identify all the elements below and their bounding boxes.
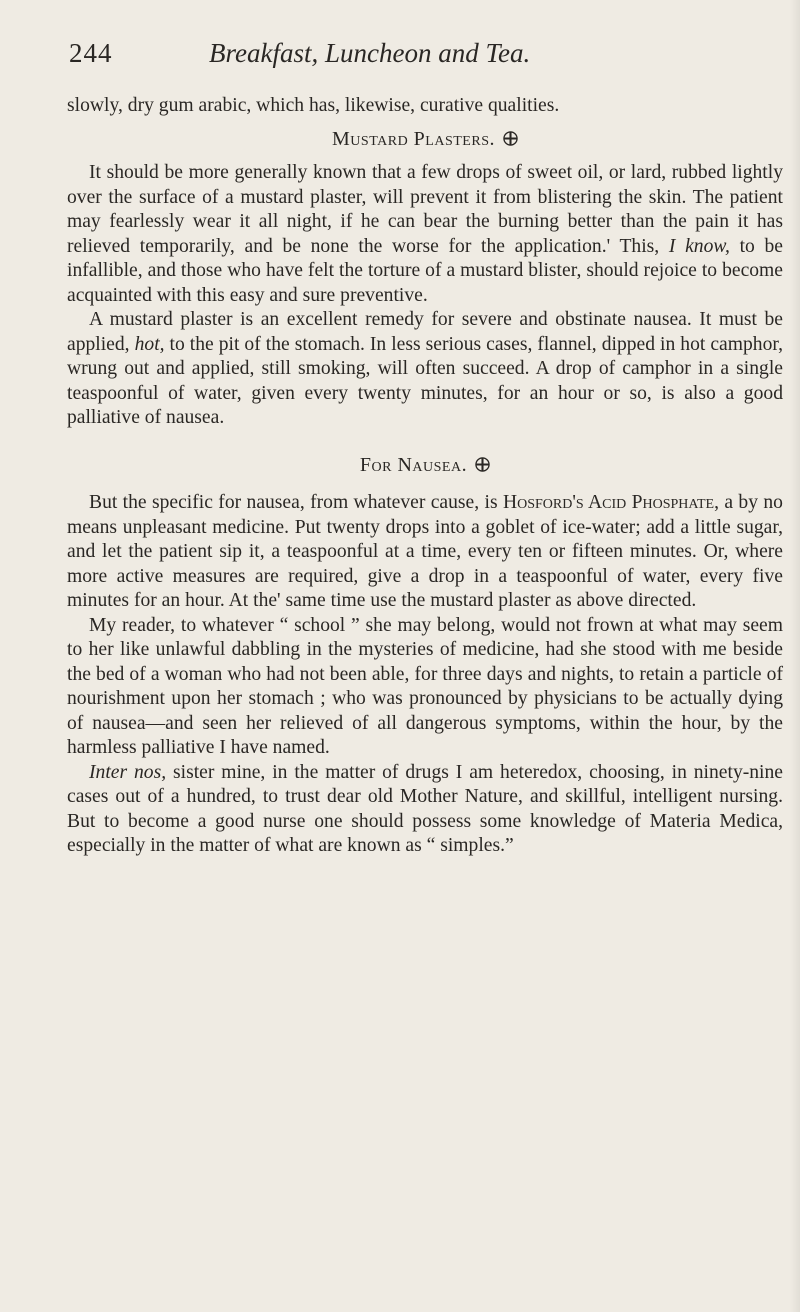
section-heading-mustard-plasters [67, 127, 783, 152]
text-run: A mustard plaster is an excellent remedy for severe and obstinate nausea. It must be applied, [67, 309, 783, 355]
paragraph-oil-preventive [67, 161, 783, 308]
paragraph-inter-nos [67, 761, 783, 859]
page-edge-shadow [790, 0, 800, 1312]
italic-run: I know, [668, 235, 730, 257]
text-run: to the pit of the stomach. In less serious cases, flannel, dipped in hot camphor, wrung out and applied, still smoking, will often succeed. A drop of camphor in a single teaspoonful of water, given every twenty minutes, for an hour or so, is also a good palliative of nausea. [67, 333, 784, 428]
paragraph-nausea-remedy [67, 308, 783, 431]
paragraph-continuation: slowly, dry gum arabic, which has, likewise, curative qualities. [67, 95, 560, 116]
text-run: a by no means unpleasant medicine. Put twenty drops into a goblet of ice-water; add a little sugar, and let the patient sip it, a teaspoonful at a time, every ten or fifteen minutes. Or, where more active measures are required, give a drop in a teaspoonful of water, every five minutes for an hour. At the' same time use the mustard plaster as above directed. [67, 492, 783, 611]
maltese-cross-icon [475, 457, 490, 472]
page-number: 244 [69, 38, 113, 68]
heading-text: For Nausea. [359, 453, 468, 476]
text-run: sister mine, in the matter of drugs I am heteredox, choosing, in ninety-nine cases out of a hundred, to trust dear old Mother Nature, and skillful, intelligent nursing. But to become a good nurse one should possess some knowledge of Materia Medica, especially in the matter of what are known as “ simples.” [67, 761, 783, 856]
italic-run: Inter nos, [89, 761, 167, 783]
page-body [67, 94, 783, 859]
paragraph-reader-address: My reader, to whatever “ school ” she may belong, would not frown at what may seem to her like unlawful dabbling in the mysteries of medicine, had she stood with me beside the bed of a woman who had not been able, for three days and nights, to retain a particle of nourishment upon her stomach ; who was pronounced by physicians to be actually dying of nausea—and seen her relieved of all dangerous symptoms, within the hour, by the harmless palliative I have named. [67, 614, 783, 758]
text-run: But the specific for nausea, from whatever cause, is [89, 492, 503, 513]
running-head: Breakfast, Luncheon and Tea. [209, 38, 531, 68]
text-run: to be infallible, and those who have felt the torture of a mustard blister, should rejoice to become acquainted with this easy and sure preventive. [67, 235, 783, 306]
maltese-cross-icon [503, 131, 518, 146]
section-heading-for-nausea [67, 453, 783, 478]
text-run: It should be more generally known that a few drops of sweet oil, or lard, rubbed lightly over the surface of a mustard plaster, will prevent it from blistering the skin. The patient may fearlessly wear it all night, if he can bear the burning better than the pain it has relieved temporarily, and be none the worse for the application.' This, [67, 162, 783, 257]
page-header [69, 38, 740, 78]
small-caps-run: Hosford's Acid Phosphate, [502, 492, 719, 513]
heading-text: Mustard Plasters. [332, 127, 495, 150]
paragraph-acid-phosphate [67, 491, 783, 614]
italic-run: hot, [134, 333, 165, 355]
